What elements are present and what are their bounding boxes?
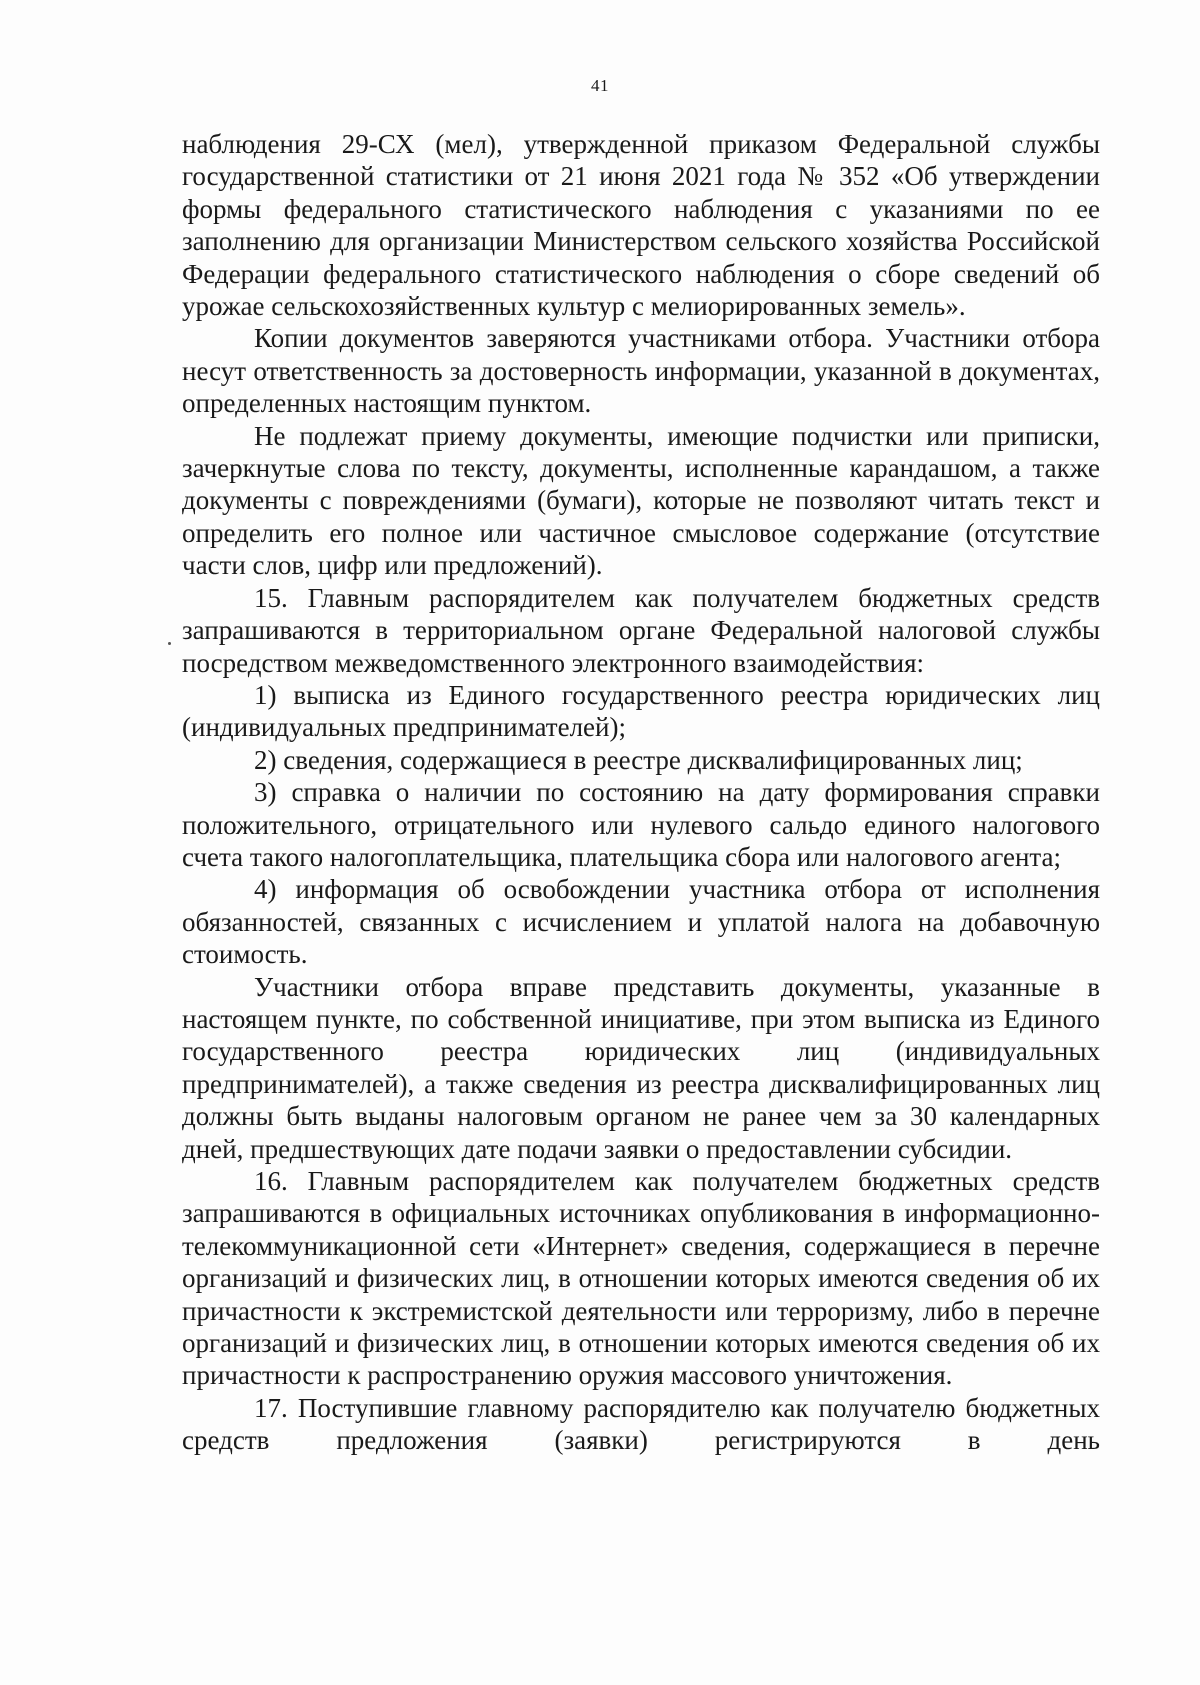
list-item-1-registry-extract: 1) выписка из Единого государственного реестра юридических лиц (индивидуальных предпринимателей);: [182, 679, 1100, 743]
list-item-2-disqualified-registry: 2) сведения, содержащиеся в реестре дисквалифицированных лиц;: [254, 744, 1023, 775]
list-item-4-vat-exemption: 4) информация об освобождении участника отбора от исполнения обязанностей, связанных с исчислением и уплатой налога на добавочную стоимость.: [182, 874, 1100, 970]
document-body: [182, 128, 1100, 1457]
paragraph-statistics-form: наблюдения 29-СХ (мел), утвержденной приказом Федеральной службы государственной статистики от 21 июня 2021 года № 352 «Об утверждении формы федерального статистического наблюдения с указаниями по ее заполнению для организации Министерством сельского хозяйства Российской Федерации федерального статистического наблюдения о сборе сведений об урожае сельскохозяйственных культур с мелиорированных земель».: [182, 129, 1100, 322]
paragraph-item-16: 16. Главным распорядителем как получателем бюджетных средств запрашиваются в официальных источниках опубликования в информационно-телекоммуникационной сети «Интернет» сведения, содержащиеся в перечне организаций и физических лиц, в отношении которых имеются сведения об их причастности к экстремистской деятельности или терроризму, либо в перечне организаций и физических лиц, в отношении которых имеются сведения об их причастности к распространению оружия массового уничтожения.: [182, 1166, 1100, 1391]
paragraph-rejected-documents: Не подлежат приему документы, имеющие подчистки или приписки, зачеркнутые слова по тексту, документы, исполненные карандашом, а также документы с повреждениями (бумаги), которые не позволяют читать текст и определить его полное или частичное смысловое содержание (отсутствие части слов, цифр или предложений).: [182, 420, 1100, 581]
paragraph-item-17: 17. Поступившие главному распорядителю как получателю бюджетных средств предложения (заявки) регистрируются в день: [182, 1392, 1100, 1456]
list-item-3-tax-balance: 3) справка о наличии по состоянию на дату формирования справки положительного, отрицательного или нулевого сальдо единого налогового счета такого налогоплательщика, плательщика сбора или налогового агента;: [182, 777, 1100, 872]
page-number: 41: [591, 76, 609, 95]
paragraph-copies-certification: Копии документов заверяются участниками отбора. Участники отбора несут ответственность за достоверность информации, указанной в документах, определенных настоящим пунктом.: [182, 323, 1100, 419]
paragraph-item-15: 15. Главным распорядителем как получателем бюджетных средств запрашиваются в территориальном органе Федеральной налоговой службы посредством межведомственного электронного взаимодействия:: [182, 582, 1100, 678]
paragraph-own-initiative: Участники отбора вправе представить документы, указанные в настоящем пункте, по собственной инициативе, при этом выписка из Единого государственного реестра юридических лиц (индивидуальных предпринимателей), а также сведения из реестра дисквалифицированных лиц должны быть выданы налоговым органом не ранее чем за 30 календарных дней, предшествующих дате подачи заявки о предоставлении субсидии.: [182, 971, 1100, 1164]
scan-speck: [168, 642, 171, 645]
